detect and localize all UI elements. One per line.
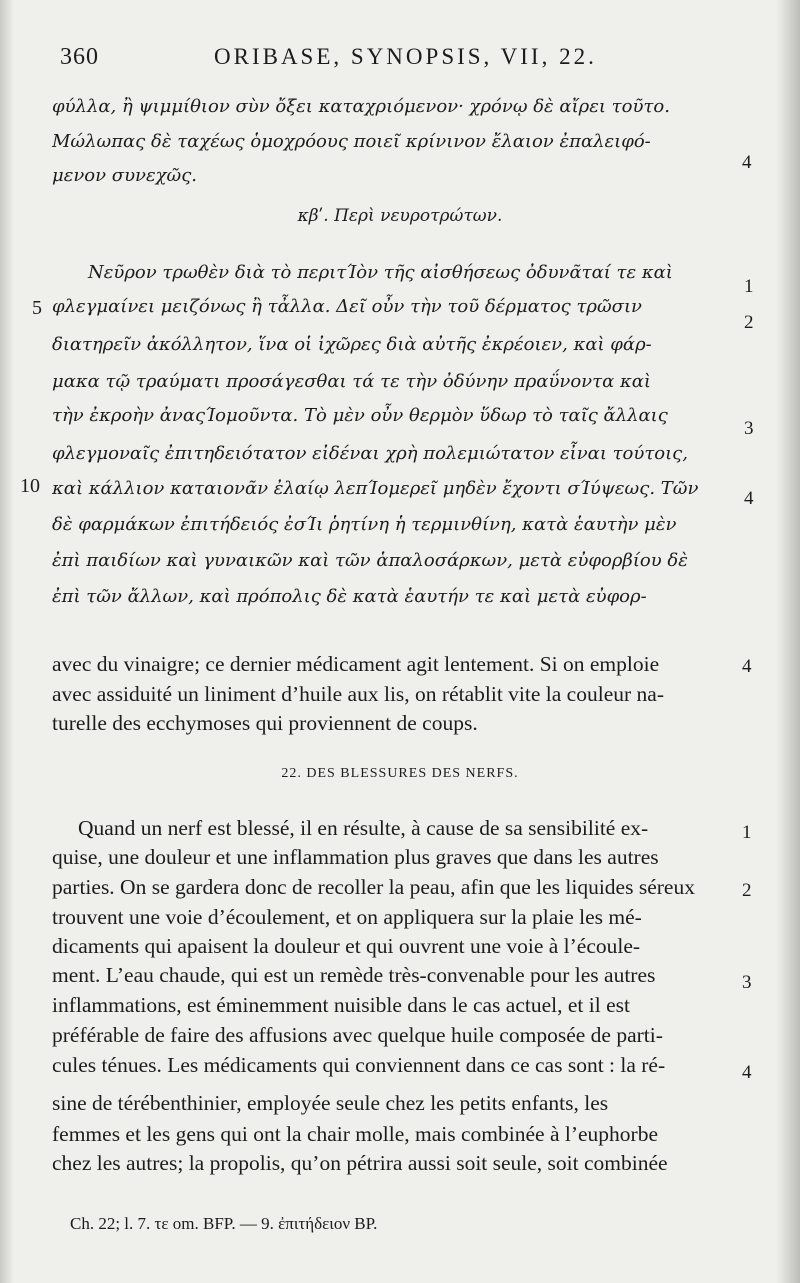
line-number: 10 — [20, 475, 40, 497]
greek-line: δὲ φαρμάκων ἐπιτήδειός ἐσΊι ῥητίνη ἡ τερμινθίνη, κατὰ ἑαυτὴν μὲν — [52, 514, 677, 535]
paragraph-marker: 4 — [744, 488, 754, 509]
french-line: Quand un nerf est blessé, il en résulte, à cause de sa sensibilité ex- — [78, 816, 649, 840]
french-line: préférable de faire des affusions avec quelque huile composée de parti- — [52, 1023, 663, 1047]
line-number: 5 — [32, 297, 42, 319]
greek-intro-line: μενον συνεχῶς. — [52, 165, 198, 186]
paragraph-marker: 3 — [744, 418, 754, 439]
french-line: inflammations, est éminemment nuisible dans le cas actuel, et il est — [52, 993, 630, 1017]
greek-line: Νεῦρον τρωθὲν διὰ τὸ περιτΊὸν τῆς αἰσθήσεως ὀδυνᾶταί τε καὶ — [88, 262, 673, 283]
page-shadow-left — [0, 0, 14, 1283]
french-line: femmes et les gens qui ont la chair molle, mais combinée à l’euphorbe — [52, 1122, 658, 1146]
greek-line: φλεγμοναῖς ἐπιτηδειότατον εἰδέναι χρὴ πολεμιώτατον εἶναι τούτοις, — [52, 443, 688, 464]
paragraph-marker: 4 — [742, 656, 752, 677]
french-line: sine de térébenthinier, employée seule chez les petits enfants, les — [52, 1091, 609, 1115]
paragraph-marker: 4 — [742, 152, 752, 173]
page-shadow-right — [776, 0, 800, 1283]
greek-line: τὴν ἐκροὴν ἀναςΊομοῦντα. Τὸ μὲν οὖν θερμὸν ὕδωρ τὸ ταῖς ἄλλαις — [52, 405, 668, 426]
paragraph-marker: 2 — [744, 312, 754, 333]
french-intro-line: turelle des ecchymoses qui proviennent de coups. — [52, 711, 478, 735]
french-intro-line: avec assiduité un liniment d’huile aux lis, on rétablit vite la couleur na- — [52, 682, 664, 706]
greek-line: ἐπὶ τῶν ἄλλων, καὶ πρόπολις δὲ κατὰ ἑαυτήν τε καὶ μετὰ εὐφορ- — [52, 586, 647, 607]
french-line: trouvent une voie d’écoulement, et on appliquera sur la plaie les mé- — [52, 905, 642, 929]
paragraph-marker: 3 — [742, 972, 752, 993]
paragraph-marker: 1 — [744, 276, 754, 297]
paragraph-marker: 4 — [742, 1062, 752, 1083]
french-intro-line: avec du vinaigre; ce dernier médicament agit lentement. Si on emploie — [52, 652, 660, 676]
greek-section-heading: κβʹ. Περὶ νευροτρώτων. — [297, 206, 503, 226]
french-line: ment. L’eau chaude, qui est un remède très-convenable pour les autres — [52, 963, 656, 987]
greek-line: ἐπὶ παιδίων καὶ γυναικῶν καὶ τῶν ἁπαλοσάρκων, μετὰ εὐφορβίου δὲ — [52, 550, 688, 571]
greek-intro-line: φύλλα, ἢ ψιμμίθιον σὺν ὄξει καταχριόμενον· χρόνῳ δὲ αἴρει τοῦτο. — [52, 96, 670, 117]
footnote: Ch. 22; l. 7. τε om. BFP. — 9. ἐπιτήδειον BP. — [70, 1214, 378, 1233]
paragraph-marker: 2 — [742, 880, 752, 901]
french-line: cules ténues. Les médicaments qui conviennent dans ce cas sont : la ré- — [52, 1053, 666, 1077]
page-header — [0, 44, 800, 84]
french-section-heading: 22. DES BLESSURES DES NERFS. — [281, 766, 519, 781]
greek-line: φλεγμαίνει μειζόνως ἢ τἆλλα. Δεῖ οὖν τὴν τοῦ δέρματος τρῶσιν — [52, 296, 642, 317]
paragraph-marker: 1 — [742, 822, 752, 843]
french-line: dicaments qui apaisent la douleur et qui ouvrent une voie à l’écoule- — [52, 934, 641, 958]
page-number: 360 — [60, 44, 99, 70]
french-line: chez les autres; la propolis, qu’on pétrira aussi soit seule, soit combinée — [52, 1151, 668, 1175]
french-line: quise, une douleur et une inflammation plus graves que dans les autres — [52, 845, 659, 869]
greek-intro-line: Μώλωπας δὲ ταχέως ὁμοχρόους ποιεῖ κρίνινον ἔλαιον ἐπαλειφό- — [52, 131, 651, 152]
running-title: ORIBASE, SYNOPSIS, VII, 22. — [214, 44, 597, 69]
greek-line: διατηρεῖν ἀκόλλητον, ἵνα οἱ ἰχῶρες διὰ αὐτῆς ἐκρέοιεν, καὶ φάρ- — [52, 334, 652, 355]
greek-line: μακα τῷ τραύματι προσάγεσθαι τά τε τὴν ὀδύνην πραΰνοντα καὶ — [52, 371, 651, 392]
greek-line: καὶ κάλλιον καταιονᾶν ἐλαίῳ λεπΊομερεῖ μηδὲν ἔχοντι σΊύψεως. Τῶν — [52, 478, 699, 499]
french-line: parties. On se gardera donc de recoller la peau, afin que les liquides séreux — [52, 875, 695, 899]
